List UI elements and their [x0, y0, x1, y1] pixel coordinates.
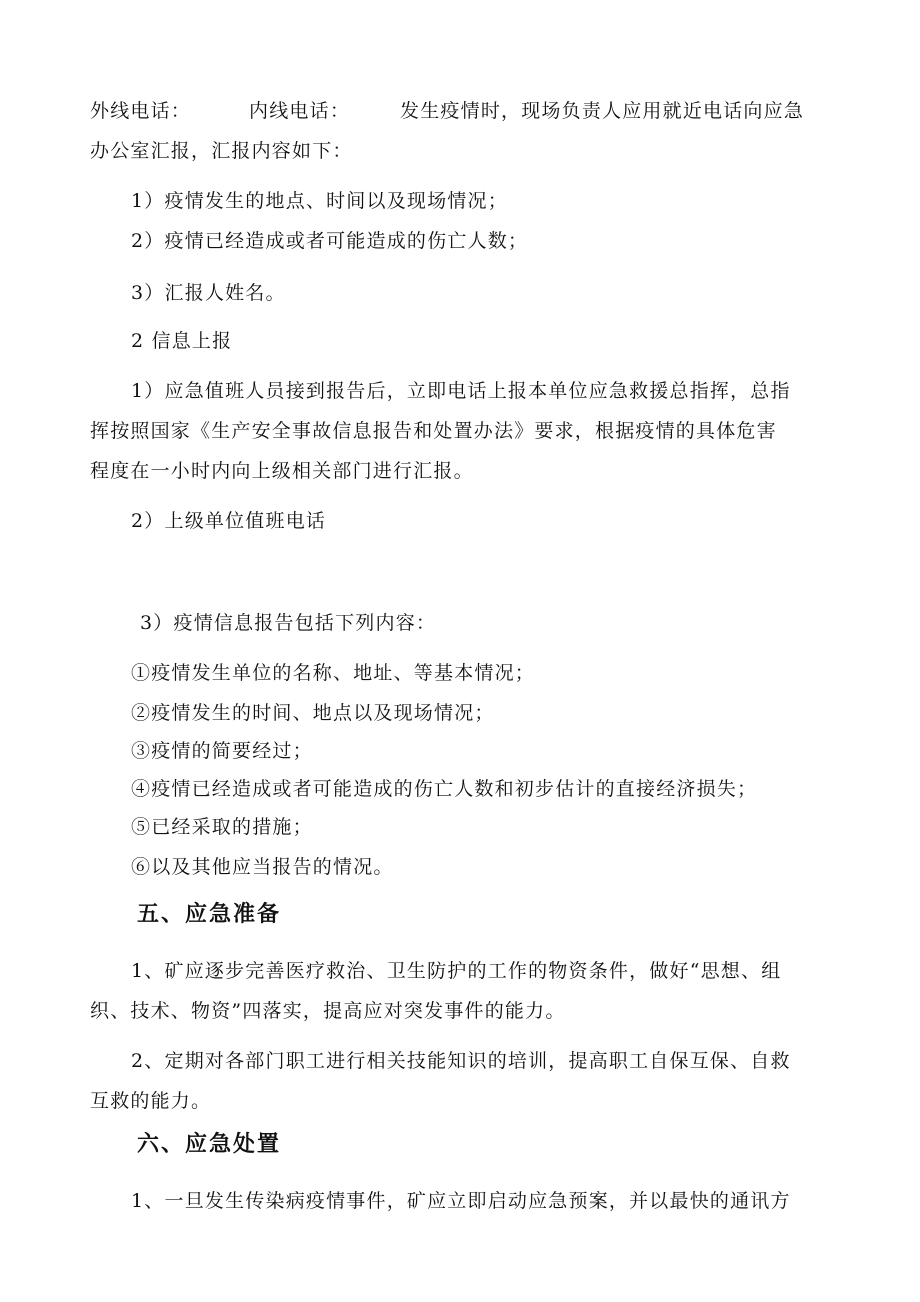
paragraph-line: 程度在一小时内向上级相关部门进行汇报。 [90, 460, 474, 482]
paragraph-line: 1、一旦发生传染病疫情事件，矿应立即启动应急预案，并以最快的通讯方 [131, 1190, 791, 1212]
content-item-6: ⑥以及其他应当报告的情况。 [131, 856, 394, 878]
paragraph-line: 2、定期对各部门职工进行相关技能知识的培训，提高职工自保互保、自救 [131, 1050, 791, 1072]
report-item-2: 2）疫情已经造成或者可能造成的伤亡人数； [131, 230, 529, 252]
internal-phone-label: 内线电话： [249, 100, 351, 122]
content-item-4: ④疫情已经造成或者可能造成的伤亡人数和初步估计的直接经济损失； [131, 778, 758, 800]
report-intro-text: 发生疫情时，现场负责人应用就近电话向应急 [400, 100, 805, 122]
content-item-5: ⑤已经采取的措施； [131, 816, 313, 838]
paragraph-line: 挥按照国家《生产安全事故信息报告和处置办法》要求，根据疫情的具体危害 [90, 420, 777, 442]
content-item-1: ①疫情发生单位的名称、地址、等基本情况； [131, 662, 536, 684]
paragraph-line: 1、矿应逐步完善医疗救治、卫生防护的工作的物资条件，做好“思想、组 [131, 960, 782, 982]
content-item-3: ③疫情的简要经过； [131, 740, 313, 762]
phone-line [90, 98, 804, 124]
paragraph-line: 1）应急值班人员接到报告后，立即电话上报本单位应急救援总指挥，总指 [131, 380, 791, 402]
report-item-3: 3）汇报人姓名。 [131, 282, 286, 304]
report-item-1: 1）疫情发生的地点、时间以及现场情况； [131, 190, 508, 212]
section-heading-emergency-response: 六、应急处置 [137, 1132, 282, 1157]
section-title-info-report: 2 信息上报 [131, 330, 233, 352]
paragraph-line: 织、技术、物资”四落实，提高应对突发事件的能力。 [90, 1000, 566, 1022]
paragraph-line: 互救的能力。 [90, 1090, 212, 1112]
section-heading-emergency-preparation: 五、应急准备 [137, 902, 282, 927]
external-phone-label: 外线电话： [90, 100, 192, 122]
list-item: 3）疫情信息报告包括下列内容： [140, 612, 437, 634]
content-item-2: ②疫情发生的时间、地点以及现场情况； [131, 702, 495, 724]
list-item: 2）上级单位值班电话 [131, 510, 327, 532]
paragraph-line: 办公室汇报，汇报内容如下： [90, 140, 353, 162]
